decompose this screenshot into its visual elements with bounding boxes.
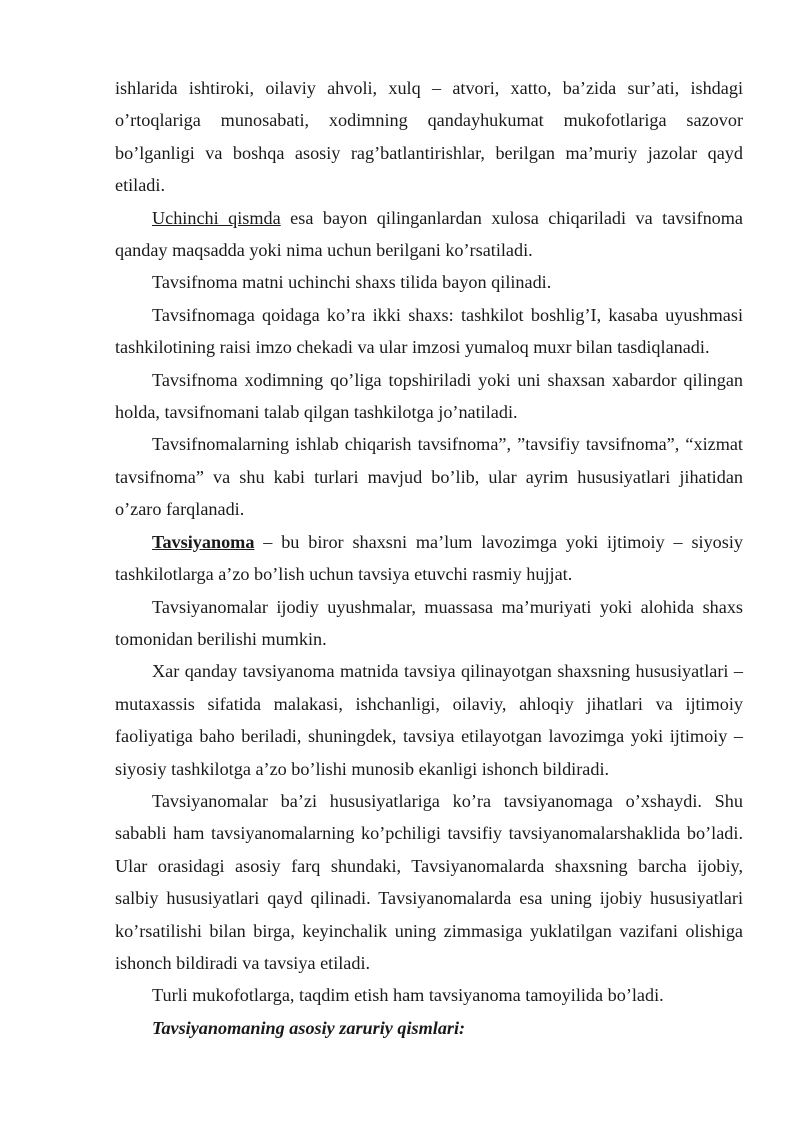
paragraph-types: Tavsifnomalarning ishlab chiqarish tavsifnoma”, ”tavsifiy tavsifnoma”, “xizmat tavsifnoma” va shu kabi turlari mavjud bo’lib, ular ayrim hususiyatlari jihatidan o’zaro farqlanadi.: [115, 434, 743, 520]
paragraph-third-person: Tavsifnoma matni uchinchi shaxs tilida bayon qilinadi.: [152, 272, 552, 293]
paragraph-third-part: [115, 202, 743, 267]
section-heading: [115, 1012, 743, 1044]
paragraph-signatures: Tavsifnomaga qoidaga ko’ra ikki shaxs: tashkilot boshlig’I, kasaba uyushmasi tashkilotining raisi imzo chekadi va ular imzosi yumaloq muxr bilan tasdiqlanadi.: [115, 304, 743, 358]
paragraph-continuation: ishlarida ishtiroki, oilaviy ahvoli, xulq – atvori, xatto, ba’zida sur’ati, ishdagi o’rtoqlariga munosabati, xodimning qandayhukumat mukofotlariga sazovor bo’lganligi va boshqa asosiy rag’batlantirishlar, berilgan ma’muriy jazolar qayd etiladi.: [115, 78, 743, 196]
definition-term: Tavsiyanoma: [152, 531, 255, 552]
section-heading-text: Tavsiyanomaning asosiy zaruriy qismlari:: [152, 1017, 466, 1038]
paragraph-definition: [115, 526, 743, 591]
paragraph-comparison: Tavsiyanomalar ba’zi hususiyatlariga ko’ra tavsiyanomaga o’xshaydi. Shu sababli ham tavsiyanomalarning ko’pchiligi tavsifiy tavsiyanomalarshaklida bo’ladi. Ular orasidagi asosiy farq shundaki, Tavsiyanomalarda shaxsning barcha ijobiy, salbiy hususiyatlari qayd qilinadi. Tavsiyanomalarda esa uning ijobiy hususiyatlari ko’rsatilishi bilan birga, keyinchalik uning zimmasiga yuklatilgan vazifani olishiga ishonch bildiradi va tavsiya etiladi.: [115, 790, 743, 973]
definition-text: – bu biror shaxsni ma’lum lavozimga yoki ijtimoiy – siyosiy tashkilotlarga a’zo bo’lish uchun tavsiya etuvchi rasmiy hujjat.: [115, 531, 743, 585]
document-body: [115, 72, 743, 1044]
third-part-text: esa bayon qilinganlardan xulosa chiqariladi va tavsifnoma qanday maqsadda yoki nima uchun berilgani ko’rsatiladi.: [115, 207, 743, 261]
paragraph-awards: Turli mukofotlarga, taqdim etish ham tavsiyanoma tamoyilida bo’ladi.: [152, 985, 664, 1006]
paragraph-issuers: Tavsiyanomalar ijodiy uyushmalar, muassasa ma’muriyati yoki alohida shaxs tomonidan berilishi mumkin.: [115, 596, 743, 649]
third-part-label: Uchinchi qismda: [152, 207, 281, 228]
paragraph-delivery: Tavsifnoma xodimning qo’liga topshiriladi yoki uni shaxsan xabardor qilingan holda, tavsifnomani talab qilgan tashkilotga jo’natiladi.: [115, 369, 743, 423]
paragraph-content: Xar qanday tavsiyanoma matnida tavsiya qilinayotgan shaxsning hususiyatlari – mutaxassis sifatida malakasi, ishchanligi, oilaviy, ahloqiy jihatlari va ijtimoiy faoliyatiga baho beriladi, shuningdek, tavsiya etilayotgan lavozimga yoki ijtimoiy – siyosiy tashkilotga a’zo bo’lishi munosib ekanligi ishonch bildiradi.: [115, 661, 743, 779]
